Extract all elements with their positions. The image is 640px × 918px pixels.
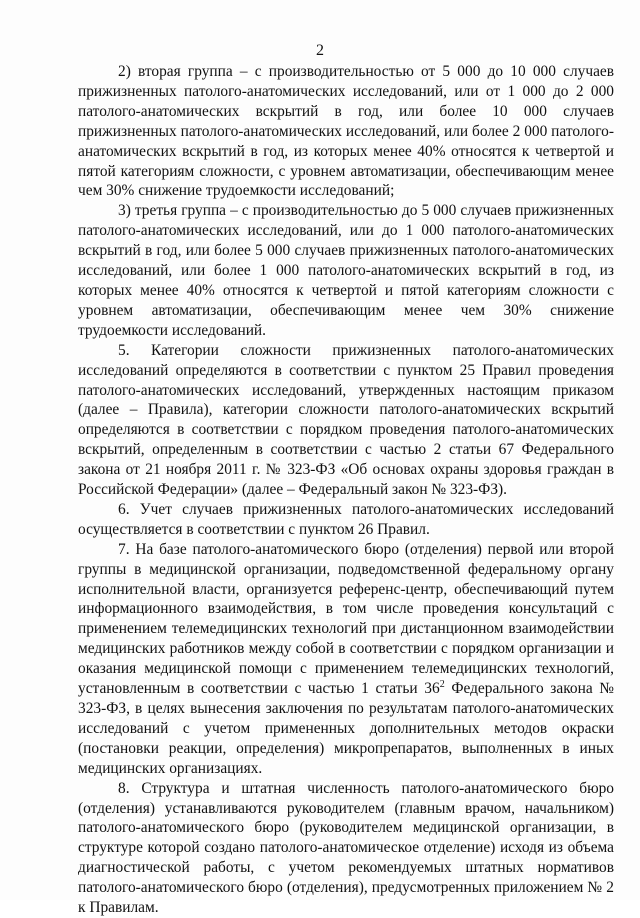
paragraph-item-6: 6. Учет случаев прижизненных патолого-анатомических исследований осуществляется в соответствии с пунктом 26 Правил. bbox=[78, 500, 614, 538]
paragraph-item-7 bbox=[78, 540, 614, 779]
paragraph-item-7-text-b: Федерального закона № 323-ФЗ, в целях вынесения заключения по результатам патолого-анатомических исследований с учетом примененных дополнительных методов окраски (постановки реакции, определения) микропрепаратов, выполненных в иных медицинских организациях. bbox=[78, 680, 614, 777]
paragraph-item-8: 8. Структура и штатная численность патолого-анатомического бюро (отделения) устанавливаются руководителем (главным врачом, начальником) патолого-анатомического бюро (руководителем медицинской организации, в структуре которой создано патолого-анатомическое отделение) исходя из объема диагностической работы, с учетом рекомендуемых штатных нормативов патолого-анатомического бюро (отделения), предусмотренных приложением № 2 к Правилам. bbox=[78, 779, 614, 917]
paragraph-item-7-text-a: 7. На базе патолого-анатомического бюро (отделения) первой или второй группы в медицинской организации, подведомственной федеральному органу исполнительной власти, организуется референс-центр, обеспечивающий путем информационного взаимодействия, в том числе проведения консультаций с применением телемедицинских технологий при дистанционном взаимодействии медицинских работников между собой в соответствии с порядком организации и оказания медицинской помощи с применением телемедицинских технологий, установленным в соответствии с частью 1 статьи 36 bbox=[78, 540, 614, 698]
page-number: 2 bbox=[316, 42, 324, 59]
paragraph-second-group: 2) вторая группа – с производительностью от 5 000 до 10 000 случаев прижизненных патолого-анатомических исследований, или от 1 000 до 2 000 патолого-анатомических вскрытий в год, или более 10 000 случаев прижизненных патолого-анатомических исследований, или более 2 000 патолого-анатомических вскрытий в год, из которых менее 40% относятся к четвертой и пятой категориям сложности, с уровнем автоматизации, обеспечивающим менее чем 30% снижение трудоемкости исследований; bbox=[78, 63, 614, 200]
paragraph-third-group: 3) третья группа – с производительностью до 5 000 случаев прижизненных патолого-анатомических исследований, или до 1 000 патолого-анатомических вскрытий в год, или более 5 000 случаев прижизненных патолого-анатомических исследований, или более 1 000 патолого-анатомических вскрытий в год, из которых менее 40% относятся к четвертой и пятой категориям сложности с уровнем автоматизации, обеспечивающим менее чем 30% снижение трудоемкости исследований. bbox=[78, 202, 614, 339]
document-body bbox=[78, 62, 614, 918]
article-superscript: 2 bbox=[439, 678, 445, 690]
paragraph-item-5: 5. Категории сложности прижизненных патолого-анатомических исследований определяются в соответствии с пунктом 25 Правил проведения патолого-анатомических исследований, утвержденных настоящим приказом (далее – Правила), категории сложности патолого-анатомических вскрытий определяются в соответствии с порядком проведения патолого-анатомических вскрытий, определенным в соответствии с частью 2 статьи 67 Федерального закона от 21 ноября 2011 г. № 323-ФЗ «Об основах охраны здоровья граждан в Российской Федерации» (далее – Федеральный закон № 323-ФЗ). bbox=[78, 341, 614, 499]
